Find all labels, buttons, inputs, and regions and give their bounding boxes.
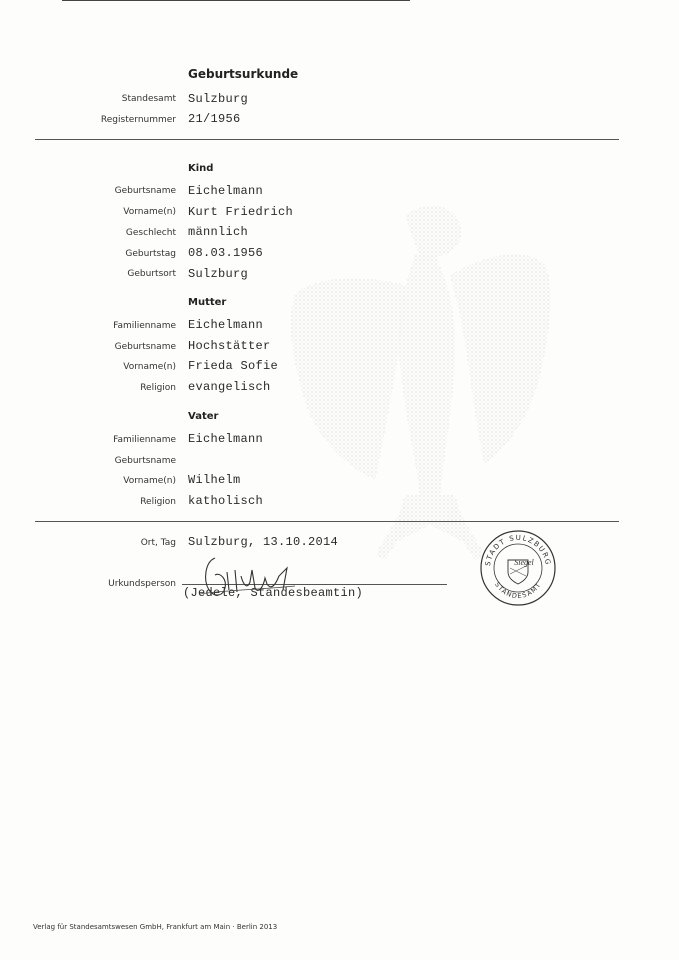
mother-firstnames-value: Frieda Sofie bbox=[188, 359, 279, 373]
child-birthname-value: Eichelmann bbox=[188, 184, 264, 198]
mother-birthname-label: Geburtsname bbox=[114, 342, 176, 352]
child-firstnames-label: Vorname(n) bbox=[123, 207, 176, 217]
registry-label: Standesamt bbox=[121, 94, 176, 104]
father-firstnames-value: Wilhelm bbox=[188, 473, 241, 487]
child-birthplace-value: Sulzburg bbox=[188, 267, 249, 281]
child-sex-label: Geschlecht bbox=[125, 228, 176, 238]
handwritten-signature bbox=[195, 550, 305, 605]
mother-religion-label: Religion bbox=[140, 383, 176, 393]
official-label: Urkundsperson bbox=[108, 579, 176, 589]
mother-birthname-value: Hochstätter bbox=[188, 339, 271, 353]
official-name-value: (Jedele, Standesbeamtin) bbox=[183, 586, 364, 600]
publisher-footer: Verlag für Standesamtswesen GmbH, Frankfurt am Main · Berlin 2013 bbox=[33, 923, 278, 931]
top-border-line bbox=[62, 0, 410, 1]
document-title: Geburtsurkunde bbox=[188, 67, 299, 81]
mother-heading: Mutter bbox=[188, 297, 227, 308]
child-birthdate-value: 08.03.1956 bbox=[188, 246, 264, 260]
child-birthname-label: Geburtsname bbox=[114, 186, 176, 196]
register-number-label: Registernummer bbox=[100, 115, 176, 125]
place-date-label: Ort, Tag bbox=[140, 538, 176, 548]
divider-bottom bbox=[35, 521, 619, 522]
child-sex-value: männlich bbox=[188, 225, 249, 239]
child-birthplace-label: Geburtsort bbox=[127, 269, 176, 279]
seal-top-text: STADT SULZBURG bbox=[483, 533, 553, 567]
registry-value: Sulzburg bbox=[188, 92, 249, 106]
seal-bottom-text: STANDESAMT bbox=[493, 580, 543, 601]
mother-surname-label: Familienname bbox=[113, 321, 176, 331]
mother-firstnames-label: Vorname(n) bbox=[123, 362, 176, 372]
divider-top bbox=[35, 139, 619, 140]
father-surname-label: Familienname bbox=[113, 435, 176, 445]
father-religion-value: katholisch bbox=[188, 494, 264, 508]
seal-center-text: Siegel bbox=[514, 558, 534, 567]
father-birthname-label: Geburtsname bbox=[114, 456, 176, 466]
child-birthdate-label: Geburtstag bbox=[125, 249, 176, 259]
mother-surname-value: Eichelmann bbox=[188, 318, 264, 332]
child-heading: Kind bbox=[188, 163, 214, 174]
register-number-value: 21/1956 bbox=[188, 112, 241, 126]
father-surname-value: Eichelmann bbox=[188, 432, 264, 446]
official-seal bbox=[478, 528, 558, 608]
place-date-value: Sulzburg, 13.10.2014 bbox=[188, 535, 339, 549]
child-firstnames-value: Kurt Friedrich bbox=[188, 205, 294, 219]
father-firstnames-label: Vorname(n) bbox=[123, 476, 176, 486]
father-religion-label: Religion bbox=[140, 497, 176, 507]
mother-religion-value: evangelisch bbox=[188, 380, 271, 394]
father-heading: Vater bbox=[188, 411, 219, 422]
